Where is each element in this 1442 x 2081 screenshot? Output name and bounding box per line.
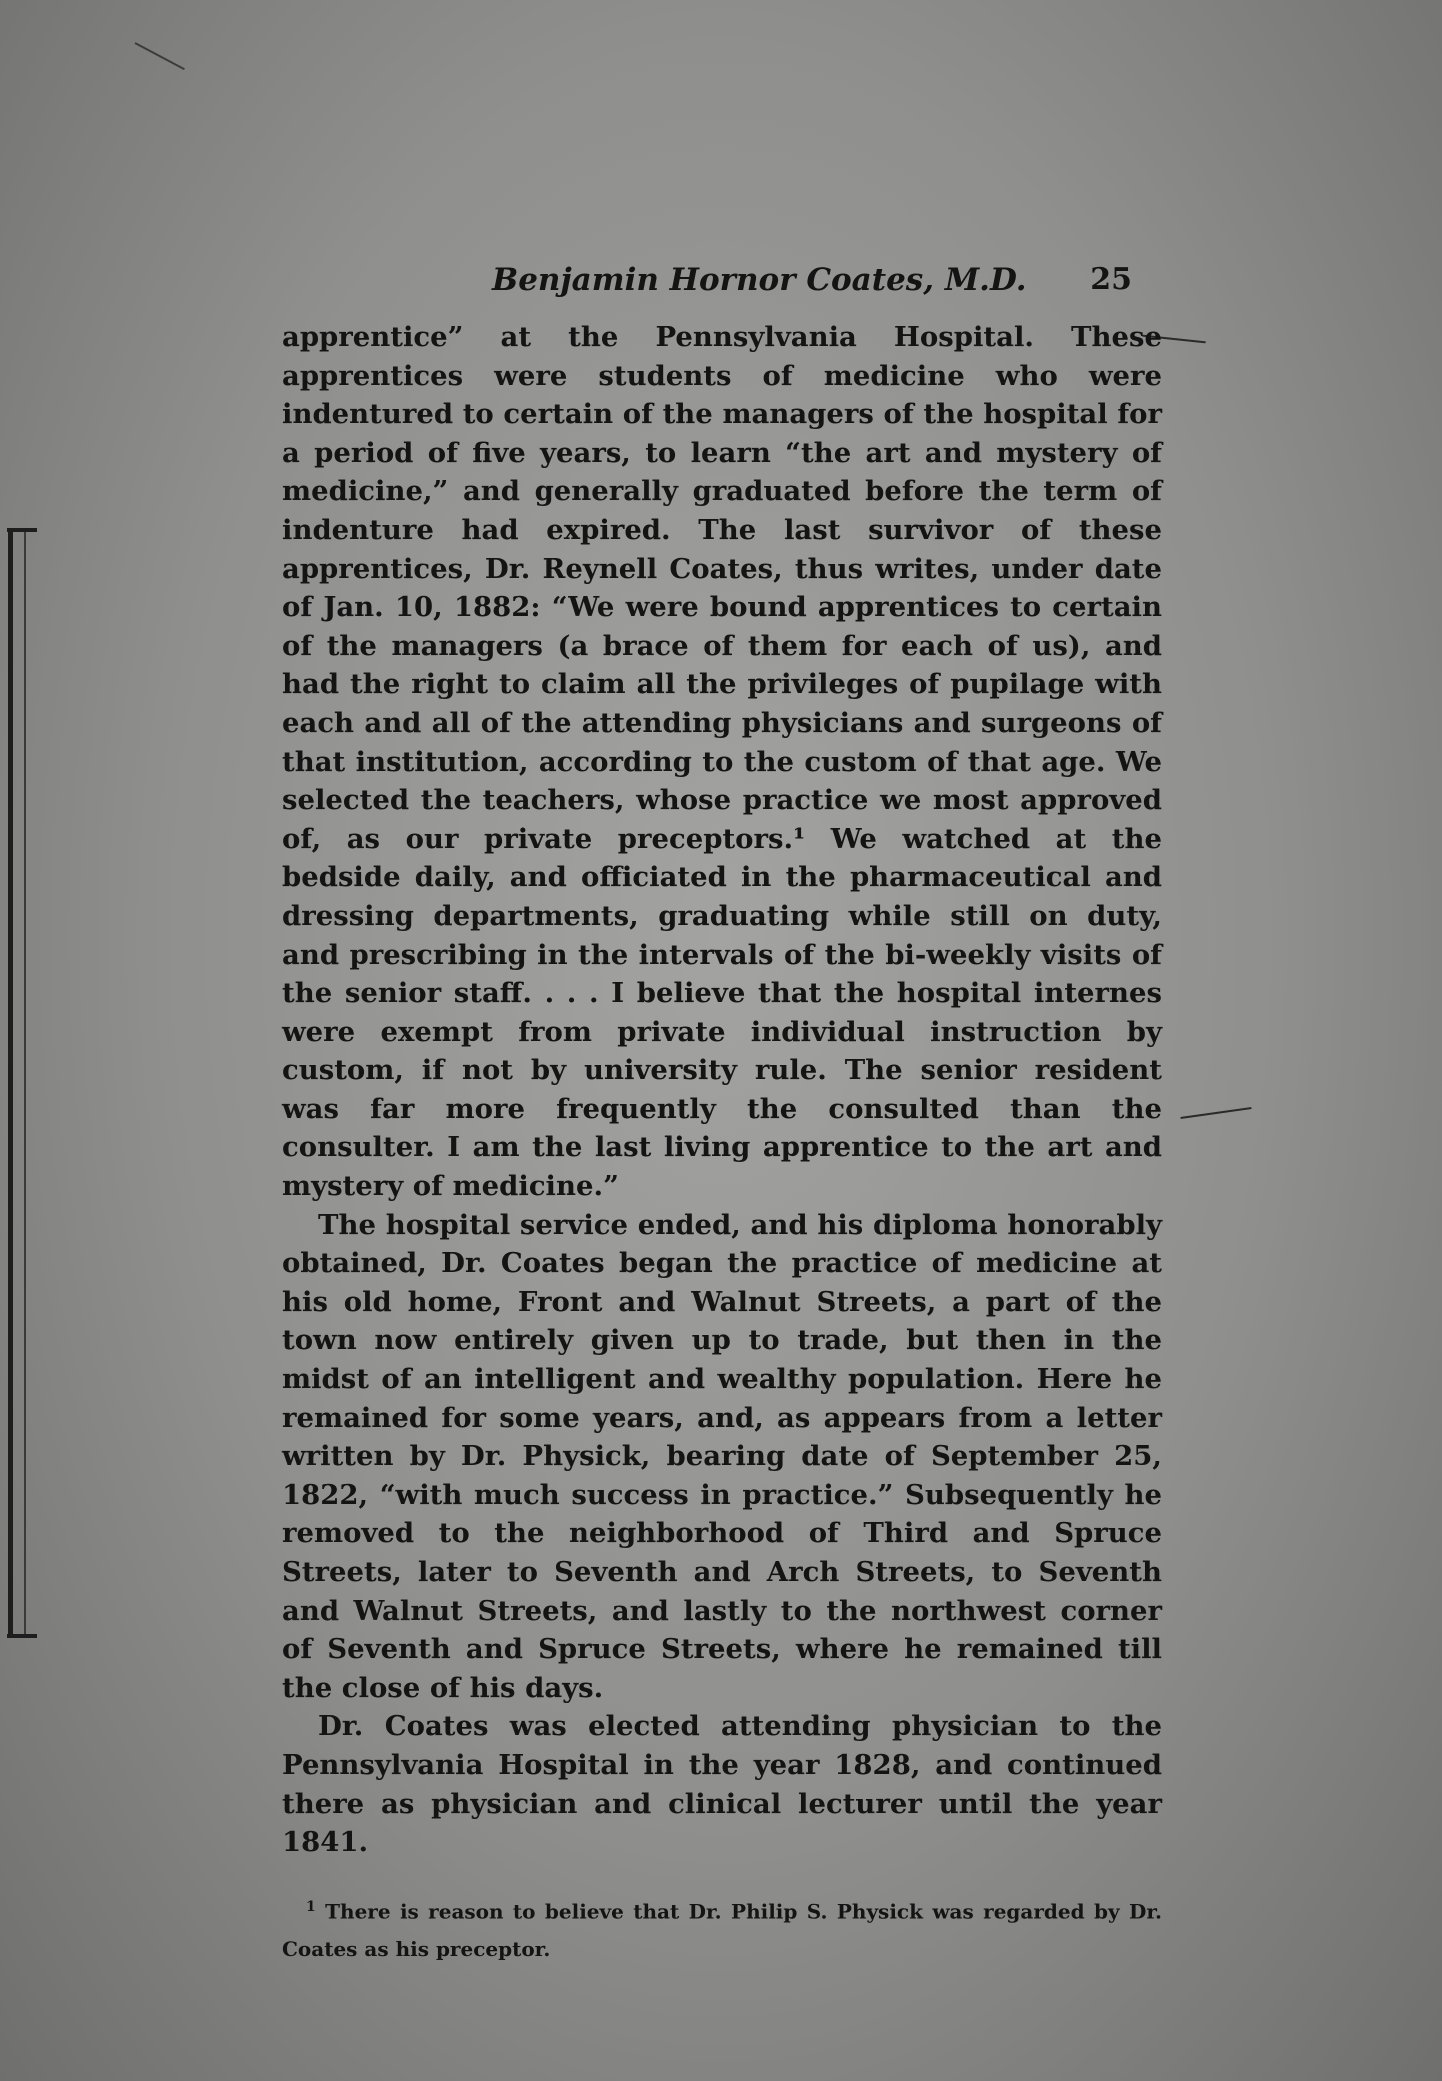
- running-head: [282, 262, 1162, 310]
- footnote: [282, 1888, 1162, 1969]
- paragraph-apprentices: apprentice” at the Pennsylvania Hospital. These apprentices were students of medicine who were indentured to certain of the managers of the hospital for a period of five years, to learn “the art and mystery of medicine,” and generally graduated before the term of indenture had expired. The last survivor of these apprentices, Dr. Reynell Coates, thus writes, under date of Jan. 10, 1882: “We were bound apprentices to certain of the managers (a brace of them for each of us), and had the right to claim all the privileges of pupilage with each and all of the attending physicians and surgeons of that institution, according to the custom of that age. We selected the teachers, whose practice we most approved of, as our private preceptors.¹ We watched at the bedside daily, and officiated in the pharmaceutical and dressing departments, graduating while still on duty, and prescribing in the intervals of the bi-weekly visits of the senior staff. . . . I believe that the hospital internes were exempt from private individual instruction by custom, if not by university rule. The senior resident was far more frequently the consulted than the consulter. I am the last living apprentice to the art and mystery of medicine.”: [282, 321, 1162, 1203]
- footnote-marker: 1: [306, 1898, 316, 1915]
- paragraph-attending-physician: Dr. Coates was elected attending physician to the Pennsylvania Hospital in the year 1828, and continued there as physician and clinical lecturer until the year 1841.: [282, 1710, 1162, 1859]
- scratch-mark: [135, 42, 185, 70]
- page-number: 25: [1090, 262, 1132, 297]
- footnote-text: There is reason to believe that Dr. Philip S. Physick was regarded by Dr. Coates as his preceptor.: [282, 1899, 1162, 1962]
- running-title: Benjamin Hornor Coates, M.D.: [492, 262, 1027, 298]
- margin-bracket: [8, 528, 26, 1638]
- book-page: [282, 262, 1162, 1968]
- pen-mark-middle: [1180, 1107, 1252, 1119]
- paragraph-practice: The hospital service ended, and his diploma honorably obtained, Dr. Coates began the practice of medicine at his old home, Front and Walnut Streets, a part of the town now entirely given up to trade, but then in the midst of an intelligent and wealthy population. Here he remained for some years, and, as appears from a letter written by Dr. Physick, bearing date of September 25, 1822, “with much success in practice.” Subsequently he removed to the neighborhood of Third and Spruce Streets, later to Seventh and Arch Streets, to Seventh and Walnut Streets, and lastly to the northwest corner of Seventh and Spruce Streets, where he remained till the close of his days.: [282, 1208, 1162, 1704]
